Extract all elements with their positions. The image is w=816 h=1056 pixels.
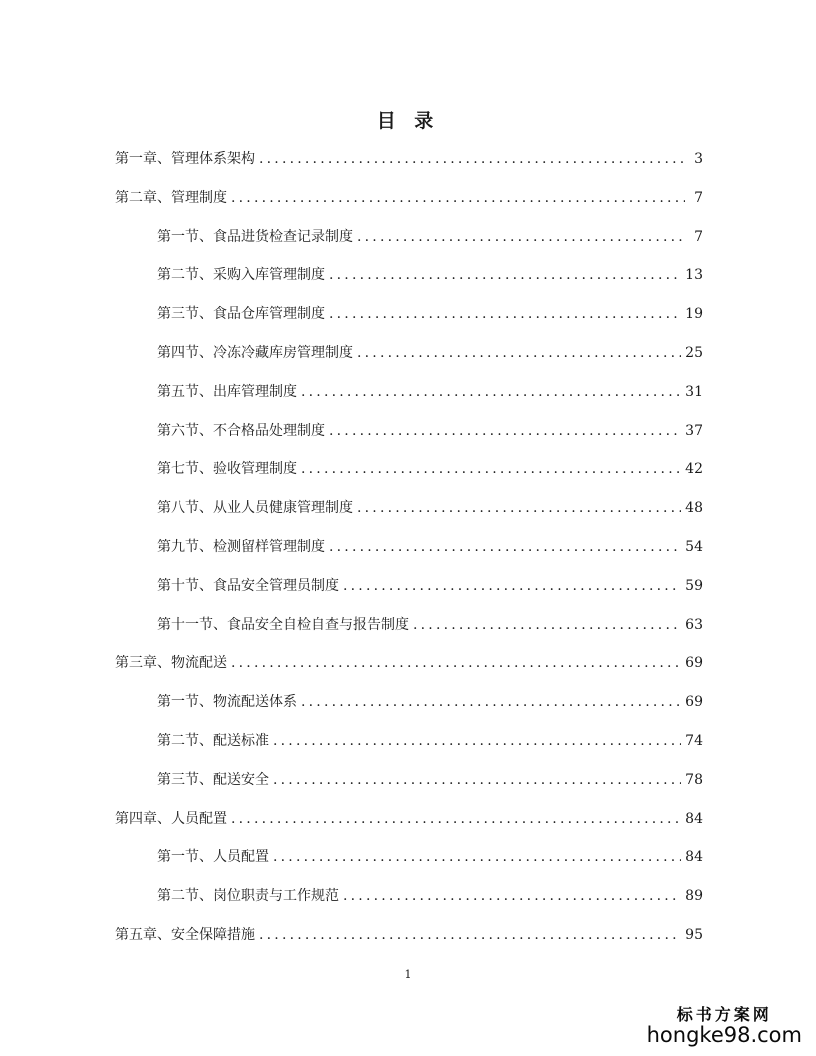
- watermark-url: hongke98.com: [646, 1022, 802, 1047]
- toc-entry-section[interactable]: [157, 730, 703, 752]
- watermark: [647, 1007, 802, 1046]
- page-number: 1: [404, 968, 412, 981]
- toc-entry-section[interactable]: [157, 691, 703, 713]
- toc-leader-dots: [259, 148, 685, 170]
- toc-entry-page: 69: [685, 655, 703, 672]
- toc-leader-dots: [329, 303, 681, 325]
- toc-entry-section[interactable]: [157, 342, 703, 364]
- toc-entry-section[interactable]: [157, 264, 703, 286]
- toc-entry-page: 37: [685, 422, 703, 439]
- toc-entry-page: 84: [685, 849, 703, 866]
- toc-leader-dots: [273, 730, 681, 752]
- toc-leader-dots: [343, 885, 681, 907]
- toc-leader-dots: [343, 575, 681, 597]
- toc-entry-section[interactable]: [157, 846, 703, 868]
- toc-entry-section[interactable]: [157, 226, 703, 248]
- toc-entry-page: 63: [685, 616, 703, 633]
- toc-entry-section[interactable]: [157, 614, 703, 636]
- toc-leader-dots: [273, 769, 681, 791]
- toc-entry-page: 78: [685, 771, 703, 788]
- toc-entry-page: 74: [685, 733, 703, 749]
- toc-entry-label: 第四节、冷冻冷藏库房管理制度: [157, 345, 353, 361]
- toc-entry-page: 25: [685, 345, 703, 361]
- toc-entry-page: 13: [685, 267, 703, 284]
- toc-leader-dots: [259, 924, 681, 946]
- toc-entry-label: 第十一节、食品安全自检自查与报告制度: [157, 616, 409, 633]
- toc-entry-label: 第二章、管理制度: [115, 189, 227, 206]
- toc-entry-page: 48: [685, 500, 703, 517]
- toc-entry-label: 第六节、不合格品处理制度: [157, 422, 325, 439]
- toc-entry-page: 42: [685, 461, 703, 478]
- toc-leader-dots: [357, 497, 681, 519]
- toc-leader-dots: [301, 691, 681, 713]
- toc-leader-dots: [273, 846, 681, 868]
- toc-entry-label: 第二节、采购入库管理制度: [157, 267, 325, 284]
- toc-entry-page: 7: [694, 228, 703, 245]
- toc-entry-page: 84: [685, 810, 703, 827]
- toc-leader-dots: [329, 420, 681, 442]
- toc-entry-label: 第四章、人员配置: [115, 810, 227, 827]
- toc-leader-dots: [231, 652, 681, 674]
- toc-leader-dots: [329, 264, 681, 286]
- toc-entry-section[interactable]: [157, 536, 703, 558]
- toc-entry-label: 第三章、物流配送: [115, 655, 227, 672]
- toc-entry-label: 第一章、管理体系架构: [115, 151, 255, 167]
- toc-entry-page: 3: [694, 151, 703, 167]
- toc-entry-label: 第五章、安全保障措施: [115, 927, 255, 943]
- toc-entry-label: 第三节、食品仓库管理制度: [157, 306, 325, 323]
- toc-entry-label: 第二节、配送标准: [157, 733, 269, 749]
- toc-entry-page: 54: [685, 539, 703, 555]
- toc-entry-label: 第一节、人员配置: [157, 849, 269, 866]
- toc-entry-section[interactable]: [157, 381, 703, 403]
- toc-entry-label: 第五节、出库管理制度: [157, 383, 297, 400]
- toc-entry-chapter[interactable]: [115, 808, 703, 830]
- toc-entry-label: 第七节、验收管理制度: [157, 461, 297, 478]
- toc-entry-page: 95: [685, 927, 703, 943]
- toc-entry-section[interactable]: [157, 458, 703, 480]
- toc-leader-dots: [231, 187, 685, 209]
- toc-leader-dots: [357, 342, 681, 364]
- toc-entry-section[interactable]: [157, 769, 703, 791]
- watermark-name: 标书方案网: [676, 1005, 772, 1025]
- toc-entry-section[interactable]: [157, 303, 703, 325]
- toc-entry-section[interactable]: [157, 885, 703, 907]
- toc-title: 目 录: [376, 110, 440, 132]
- toc-entry-label: 第十节、食品安全管理员制度: [157, 577, 339, 594]
- toc-entry-label: 第九节、检测留样管理制度: [157, 539, 325, 555]
- toc-entry-label: 第三节、配送安全: [157, 771, 269, 788]
- toc-entry-label: 第二节、岗位职责与工作规范: [157, 888, 339, 905]
- toc-entry-chapter[interactable]: [115, 187, 703, 209]
- toc-entry-chapter[interactable]: [115, 924, 703, 946]
- toc-entry-page: 69: [685, 694, 703, 711]
- toc-entry-label: 第一节、食品进货检查记录制度: [157, 228, 353, 245]
- toc-leader-dots: [357, 226, 685, 248]
- toc-entry-section[interactable]: [157, 497, 703, 519]
- toc-entry-page: 31: [685, 383, 703, 400]
- toc-leader-dots: [329, 536, 681, 558]
- toc-entry-page: 59: [685, 577, 703, 594]
- toc-entry-chapter[interactable]: [115, 148, 703, 170]
- toc-leader-dots: [301, 381, 681, 403]
- toc-entry-page: 89: [685, 888, 703, 905]
- toc-entry-label: 第一节、物流配送体系: [157, 694, 297, 711]
- toc-entry-section[interactable]: [157, 575, 703, 597]
- toc-entry-chapter[interactable]: [115, 652, 703, 674]
- toc-entry-page: 19: [685, 306, 703, 323]
- toc-entry-label: 第八节、从业人员健康管理制度: [157, 500, 353, 517]
- toc-leader-dots: [301, 458, 681, 480]
- toc-leader-dots: [413, 614, 681, 636]
- toc-entry-page: 7: [694, 189, 703, 206]
- toc-entry-section[interactable]: [157, 420, 703, 442]
- toc-leader-dots: [231, 808, 681, 830]
